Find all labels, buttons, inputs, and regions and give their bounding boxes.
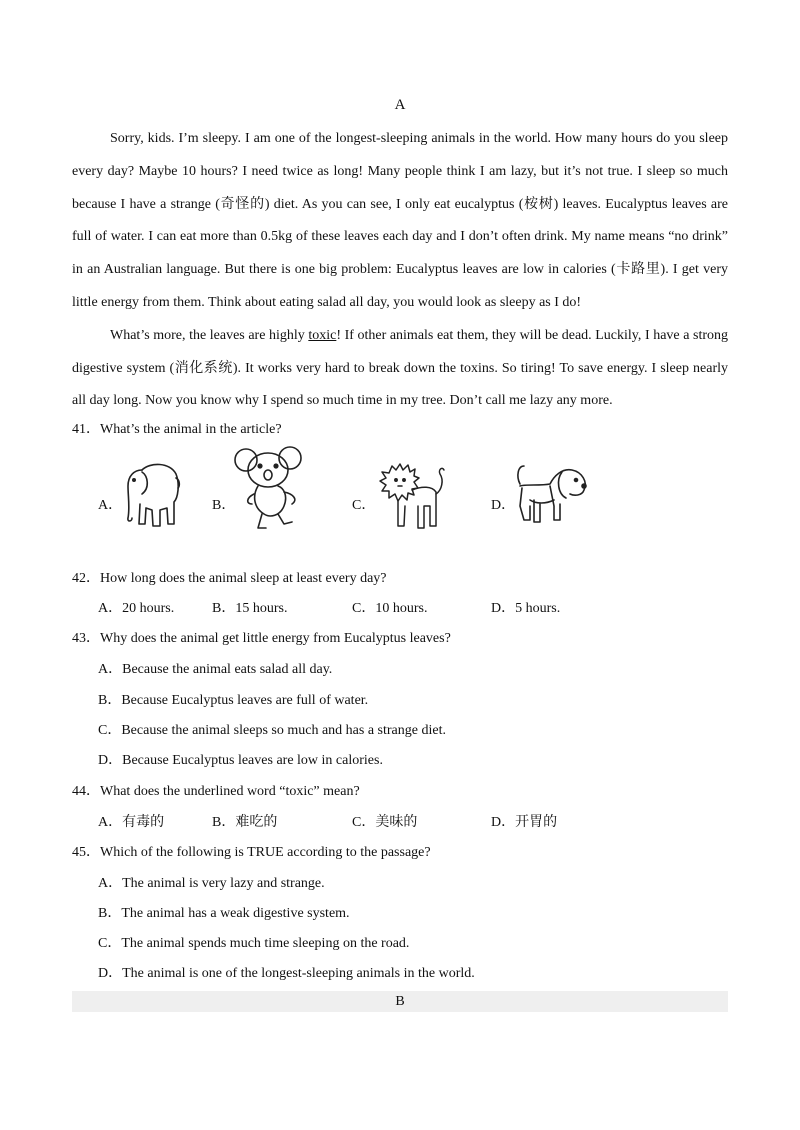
question-45-option-a[interactable]: A．The animal is very lazy and strange. xyxy=(98,876,325,891)
question-41-stem: 41．What’s the animal in the article? xyxy=(72,422,282,437)
question-45-option-b[interactable]: B．The animal has a weak digestive system. xyxy=(98,906,350,921)
section-b-title: B xyxy=(395,994,405,1009)
paragraph-2-start: What’s more, the leaves are highly xyxy=(110,327,309,343)
question-44-option-b[interactable]: B．难吃的 xyxy=(212,815,278,830)
question-45-option-c[interactable]: C．The animal spends much time sleeping on the road. xyxy=(98,936,410,951)
question-44-option-d[interactable]: D．开胃的 xyxy=(491,815,558,830)
elephant-icon xyxy=(120,458,182,532)
question-43-option-a[interactable]: A．Because the animal eats salad all day. xyxy=(98,662,333,677)
question-41-option-b[interactable]: B． xyxy=(212,498,236,513)
paragraph-2-rest: ! If other animals eat them, they will be dead. Luckily, I have a strong digestive system (消化系统). It works very hard to break down the toxins. So tiring! To save energy. I sleep nearly all day long. Now you know why I spend so much time in my tree. Don’t call me lazy any more. xyxy=(72,327,728,409)
question-42-option-c[interactable]: C．10 hours. xyxy=(352,601,428,616)
reading-passage xyxy=(72,123,728,418)
question-43-option-c[interactable]: C．Because the animal sleeps so much and has a strange diet. xyxy=(98,723,446,738)
question-44-option-a[interactable]: A．有毒的 xyxy=(98,815,165,830)
question-42-option-d[interactable]: D．5 hours. xyxy=(491,601,561,616)
question-42-stem: 42．How long does the animal sleep at least every day? xyxy=(72,571,387,586)
question-42-option-b[interactable]: B．15 hours. xyxy=(212,601,288,616)
underlined-word-toxic: toxic xyxy=(308,327,337,343)
question-44-stem: 44．What does the underlined word “toxic” mean? xyxy=(72,784,360,799)
question-41-option-d[interactable]: D． xyxy=(491,498,516,513)
question-41-option-a[interactable]: A． xyxy=(98,498,123,513)
question-42-option-a[interactable]: A．20 hours. xyxy=(98,601,175,616)
passage-paragraph-2 xyxy=(72,320,728,418)
question-45-option-d[interactable]: D．The animal is one of the longest-sleeping animals in the world. xyxy=(98,966,475,981)
question-45-stem: 45．Which of the following is TRUE according to the passage? xyxy=(72,845,431,860)
section-a-title: A xyxy=(394,97,406,113)
question-43-option-d[interactable]: D．Because Eucalyptus leaves are low in calories. xyxy=(98,753,383,768)
koala-icon xyxy=(232,444,308,534)
question-44-option-c[interactable]: C．美味的 xyxy=(352,815,418,830)
question-43-option-b[interactable]: B．Because Eucalyptus leaves are full of water. xyxy=(98,693,369,708)
passage-paragraph-1: Sorry, kids. I’m sleepy. I am one of the longest-sleeping animals in the world. How many hours do you sleep every day? Maybe 10 hours? I need twice as long! Many people think I am lazy, but it’s not true. I sleep so much because I have a strange (奇怪的) diet. As you can see, I only eat eucalyptus (桉树) leaves. Eucalyptus leaves are full of water. I can eat more than 0.5kg of these leaves each day and I don’t often drink. My name means “no drink” in an Australian language. But there is one big problem: Eucalyptus leaves are low in calories (卡路里). I get very little energy from them. Think about eating salad all day, you would look as sleepy as I do! xyxy=(72,131,728,310)
question-43-stem: 43．Why does the animal get little energy from Eucalyptus leaves? xyxy=(72,631,451,646)
question-41-option-c[interactable]: C． xyxy=(352,498,376,513)
dog-icon xyxy=(510,460,590,534)
lion-icon xyxy=(372,460,450,534)
section-b-header xyxy=(72,991,728,1012)
